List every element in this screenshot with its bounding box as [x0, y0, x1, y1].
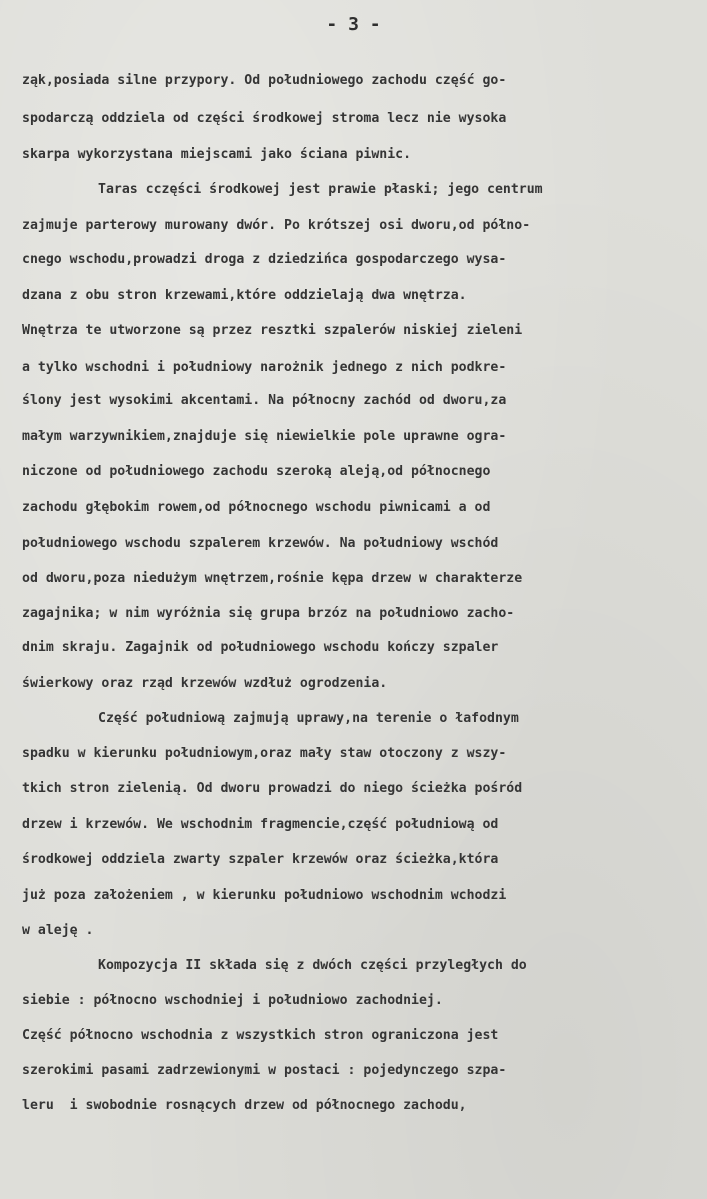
text-line: leru i swobodnie rosnących drzew od północnego zachodu,: [22, 1098, 467, 1113]
text-line: południowego wschodu szpalerem krzewów. Na południowy wschód: [22, 536, 499, 551]
text-line: małym warzywnikiem,znajduje się niewielkie pole uprawne ogra-: [22, 429, 507, 444]
text-line: od dworu,poza niedużym wnętrzem,rośnie kępa drzew w charakterze: [22, 571, 523, 586]
text-line: ząk,posiada silne przypory. Od południowego zachodu część go-: [22, 73, 507, 88]
text-line: siebie : północno wschodniej i południowo zachodniej.: [22, 993, 443, 1008]
page-number: - 3 -: [326, 14, 381, 35]
text-line: środkowej oddziela zwarty szpaler krzewów oraz ścieżka,która: [22, 852, 499, 867]
text-line: tkich stron zielenią. Od dworu prowadzi do niego ścieżka pośród: [22, 781, 523, 796]
text-line: świerkowy oraz rząd krzewów wzdłuż ogrodzenia.: [22, 676, 388, 691]
text-line: dnim skraju. Zagajnik od południowego wschodu kończy szpaler: [22, 640, 499, 655]
text-line: spadku w kierunku południowym,oraz mały staw otoczony z wszy-: [22, 746, 507, 761]
text-line: spodarczą oddziela od części środkowej stroma lecz nie wysoka: [22, 111, 507, 126]
text-line: zachodu głębokim rowem,od północnego wschodu piwnicami a od: [22, 500, 491, 515]
text-line: cnego wschodu,prowadzi droga z dziedzińca gospodarczego wysa-: [22, 252, 507, 267]
text-line: zagajnika; w nim wyróżnia się grupa brzóz na południowo zacho-: [22, 606, 515, 621]
text-line: Kompozycja II składa się z dwóch części przyległych do: [98, 958, 527, 973]
text-line: ślony jest wysokimi akcentami. Na północny zachód od dworu,za: [22, 393, 507, 408]
text-line: Część północno wschodnia z wszystkich stron ograniczona jest: [22, 1028, 499, 1043]
text-line: już poza założeniem , w kierunku południowo wschodnim wchodzi: [22, 888, 507, 903]
text-line: Wnętrza te utworzone są przez resztki szpalerów niskiej zieleni: [22, 323, 523, 338]
text-line: dzana z obu stron krzewami,które oddzielają dwa wnętrza.: [22, 288, 467, 303]
text-line: szerokimi pasami zadrzewionymi w postaci : pojedynczego szpa-: [22, 1063, 507, 1078]
text-line: w aleję .: [22, 923, 94, 938]
text-line: skarpa wykorzystana miejscami jako ściana piwnic.: [22, 147, 412, 162]
text-line: niczone od południowego zachodu szeroką aleją,od północnego: [22, 464, 491, 479]
text-line: Część południową zajmują uprawy,na terenie o łafodnym: [98, 711, 519, 726]
text-line: drzew i krzewów. We wschodnim fragmencie,część południową od: [22, 817, 499, 832]
text-line: a tylko wschodni i południowy narożnik jednego z nich podkre-: [22, 360, 507, 375]
text-line: zajmuje parterowy murowany dwór. Po krótszej osi dworu,od półno-: [22, 218, 531, 233]
text-line: Taras cczęści środkowej jest prawie płaski; jego centrum: [98, 182, 543, 197]
